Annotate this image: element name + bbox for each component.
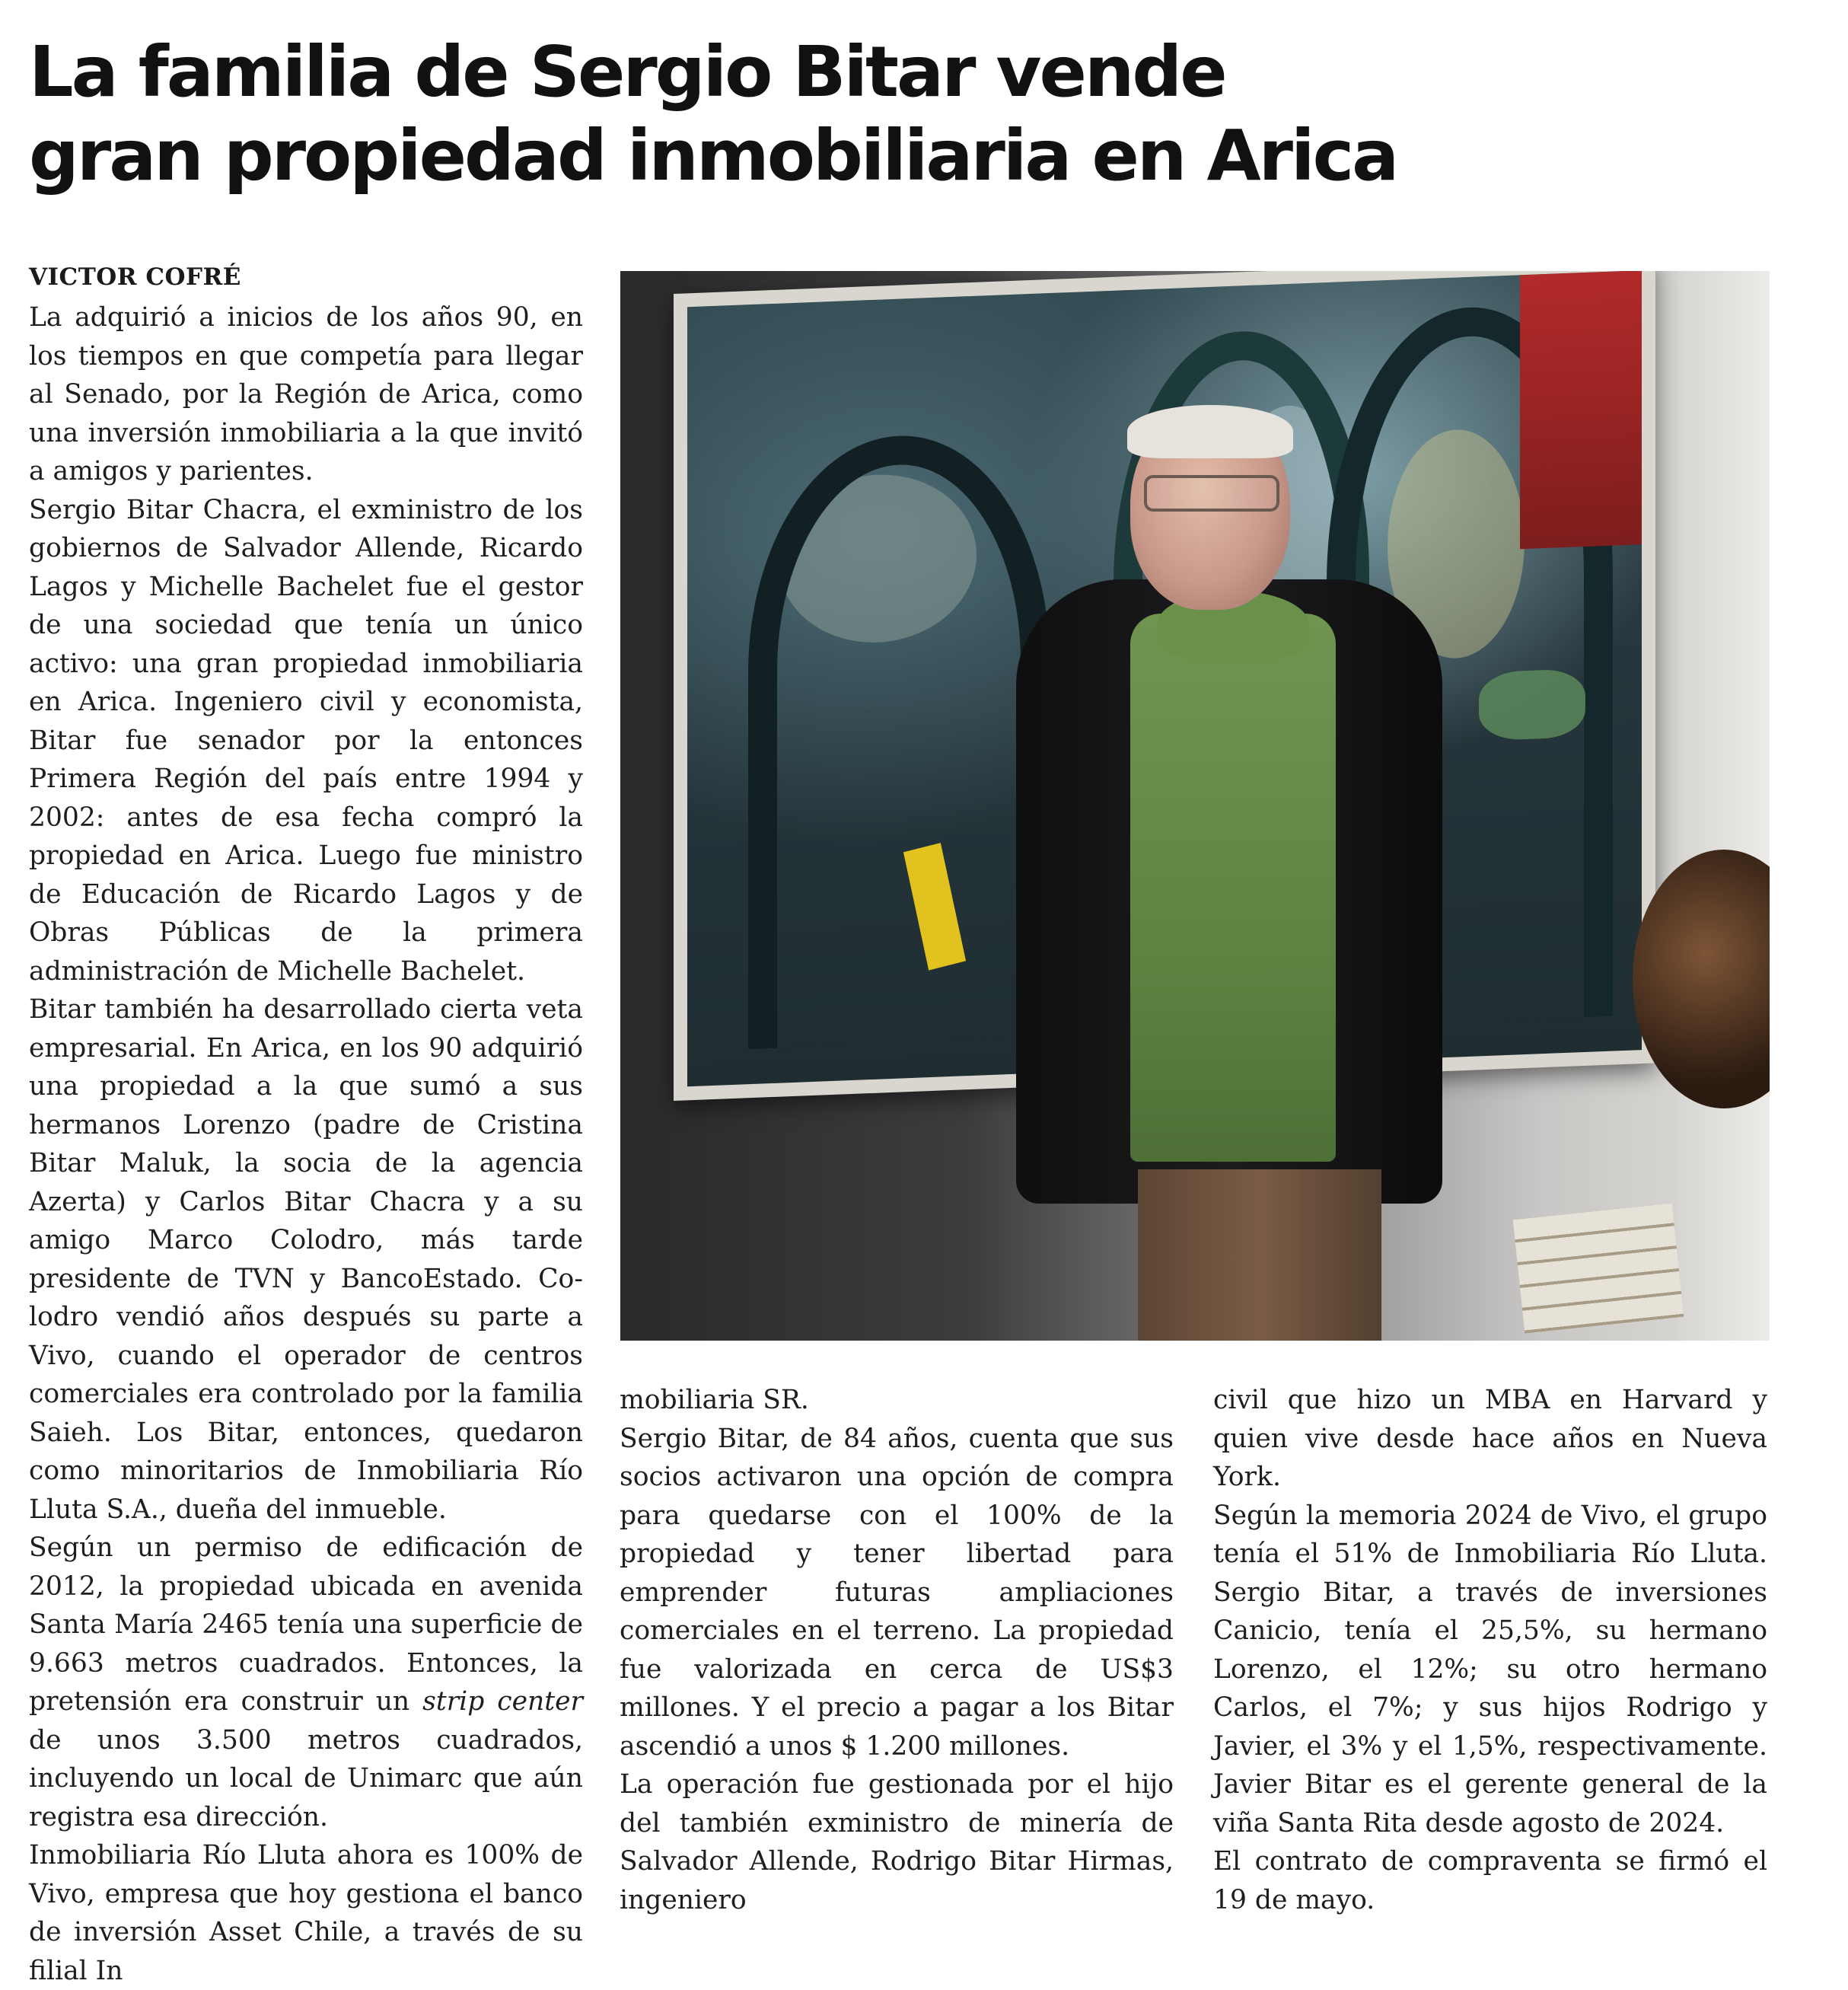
headline-line-1: La familia de Sergio Bitar vende xyxy=(29,31,1225,113)
paragraph: Según la memoria 2024 de Vivo, el grupo tenía el 51% de Inmobiliaria Río Lluta. Sergio Bitar, a través de inversiones Canicio, tenía el 25,5%, su hermano Lorenzo, el 12%; su otro hermano Carlos, el 7%; y sus hijos Rodrigo y Javier, el 3% y el 1,5%, respectivamente. Javier Bitar es el gerente general de la viña Santa Rita desde agosto de 2024. xyxy=(1213,1500,1767,1839)
headline xyxy=(29,30,1825,198)
article-photo xyxy=(620,271,1770,1341)
article-column-1 xyxy=(29,298,583,1990)
green-sweater xyxy=(1130,614,1336,1162)
paint-red-block xyxy=(1520,271,1642,549)
paragraph: Bitar también ha desarrollado cierta veta empresarial. En Arica, en los 90 adquirió una propiedad a la que sumó a sus hermanos Lorenzo (padre de Cristina Bitar Maluk, la socia de la agencia Azerta) y Carlos Bitar Chacra y a su amigo Marco Colodro, más tarde presidente de TVN y BancoEstado. Colodro vendió años después su parte a Vivo, cuando el operador de centros comerciales era controlado por la familia Saieh. Los Bitar, entonces, quedaron como minoritarios de Inmobiliaria Río Lluta S.A., dueña del inmueble. xyxy=(29,994,583,1525)
painted-arch xyxy=(748,430,1050,1049)
portrait-subject xyxy=(1016,408,1442,1341)
byline: VICTOR COFRÉ xyxy=(29,263,241,291)
stack-of-books xyxy=(1513,1203,1684,1333)
article-column-2 xyxy=(620,1381,1174,1919)
italic-term: strip center xyxy=(422,1686,583,1717)
paragraph xyxy=(29,1529,583,1836)
brown-trousers xyxy=(1138,1169,1381,1341)
article-column-3 xyxy=(1213,1381,1767,1919)
paint-green-mark xyxy=(1479,668,1585,741)
paragraph-text: Según un permiso de edificación de 2012, la propiedad ubicada en avenida Santa María 2465 tenía una superficie de 9.663 metros cuadrados. Entonces, la pretensión era construir un xyxy=(29,1532,583,1717)
photo-wall xyxy=(1678,271,1770,1341)
paragraph: La operación fue gestionada por el hijo del también exministro de minería de Salvador Allende, Rodrigo Bitar Hirmas, ingeniero xyxy=(620,1769,1174,1915)
paragraph: El contrato de compraventa se firmó el 19 de mayo. xyxy=(1213,1846,1767,1915)
paragraph: La adquirió a inicios de los años 90, en los tiempos en que competía para llegar al Senado, por la Región de Arica, como una inversión inmobiliaria a la que invitó a amigos y parientes. xyxy=(29,302,583,486)
paragraph-text: de unos 3.500 metros cuadrados, incluyendo un local de Unimarc que aún registra esa dirección. xyxy=(29,1724,583,1832)
paragraph: mobiliaria SR. xyxy=(620,1385,809,1415)
glasses xyxy=(1144,475,1279,512)
white-hair xyxy=(1127,405,1293,458)
paragraph: Inmobiliaria Río Lluta ahora es 100% de Vivo, empresa que hoy gestiona el banco de inversión Asset Chile, a través de su filial In xyxy=(29,1840,583,1986)
headline-line-2: gran propiedad inmobiliaria en Arica xyxy=(29,115,1397,196)
paragraph: civil que hizo un MBA en Harvard y quien vive desde hace años en Nueva York. xyxy=(1213,1385,1767,1492)
paragraph: Sergio Bitar, de 84 años, cuenta que sus socios activaron una opción de compra para quedarse con el 100% de la propiedad y tener libertad para emprender futuras ampliaciones comerciales en el terreno. La propiedad fue valorizada en cerca de US$3 millones. Y el precio a pagar a los Bitar ascendió a unos $ 1.200 millones. xyxy=(620,1423,1174,1762)
paragraph: Sergio Bitar Chacra, el exministro de los gobiernos de Salvador Allende, Ricardo Lagos y Michelle Bachelet fue el gestor de una sociedad que tenía un único activo: una gran propiedad inmobiliaria en Arica. Ingeniero civil y economista, Bitar fue senador por la entonces Primera Región del país entre 1994 y 2002: antes de esa fecha compró la propiedad en Arica. Luego fue ministro de Educación de Ricardo Lagos y de Obras Públicas de la primera administración de Michelle Bachelet. xyxy=(29,494,583,987)
